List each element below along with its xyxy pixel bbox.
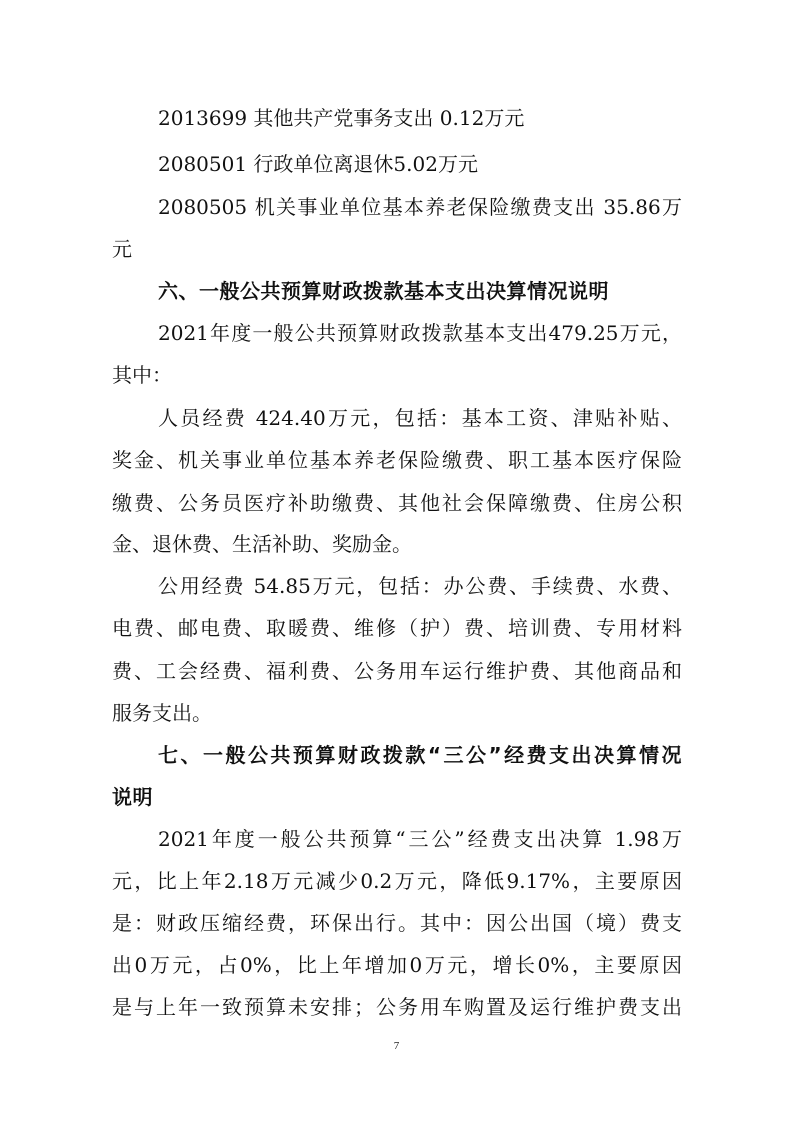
paragraph-basic-expenditure-continued: 其中： [112, 363, 172, 387]
paragraph-personnel-funds-line-2: 奖金、机关事业单位基本养老保险缴费、职工基本医疗保险 [112, 448, 682, 472]
expense-item-2080505: 2080505 机关事业单位基本养老保险缴费支出 35.86万 [158, 195, 682, 219]
paragraph-three-public-line-4: 出0万元，占0%，比上年增加0万元，增长0%，主要原因 [112, 953, 682, 977]
paragraph-three-public-line-2: 元，比上年2.18万元减少0.2万元，降低9.17%，主要原因 [112, 869, 682, 893]
page-number: 7 [393, 1040, 400, 1052]
section-heading-7: 七、一般公共预算财政拨款“三公”经费支出决算情况 [158, 743, 682, 767]
paragraph-public-funds-line-4: 服务支出。 [112, 701, 212, 725]
paragraph-three-public: 2021年度一般公共预算“三公”经费支出决算 1.98万 [158, 827, 682, 851]
paragraph-public-funds-line-3: 费、工会经费、福利费、公务用车运行维护费、其他商品和 [112, 659, 682, 683]
paragraph-personnel-funds-line-3: 缴费、公务员医疗补助缴费、其他社会保障缴费、住房公积 [112, 491, 682, 515]
paragraph-personnel-funds-line-4: 金、退休费、生活补助、奖励金。 [112, 532, 412, 556]
expense-item-2080505-continued: 元 [112, 237, 132, 261]
paragraph-public-funds: 公用经费 54.85万元，包括：办公费、手续费、水费、 [158, 574, 682, 598]
paragraph-basic-expenditure: 2021年度一般公共预算财政拨款基本支出479.25万元， [158, 321, 682, 345]
paragraph-public-funds-line-2: 电费、邮电费、取暖费、维修（护）费、培训费、专用材料 [112, 616, 682, 640]
paragraph-personnel-funds: 人员经费 424.40万元，包括：基本工资、津贴补贴、 [158, 406, 682, 430]
paragraph-three-public-line-3: 是：财政压缩经费，环保出行。其中：因公出国（境）费支 [112, 911, 682, 935]
section-heading-6: 六、一般公共预算财政拨款基本支出决算情况说明 [158, 279, 609, 303]
expense-item-2080501: 2080501 行政单位离退休5.02万元 [158, 152, 478, 176]
paragraph-three-public-line-5: 是与上年一致预算未安排；公务用车购置及运行维护费支出 [112, 995, 682, 1019]
expense-item-2013699: 2013699 其他共产党事务支出 0.12万元 [158, 106, 525, 130]
section-heading-7-continued: 说明 [112, 785, 153, 809]
